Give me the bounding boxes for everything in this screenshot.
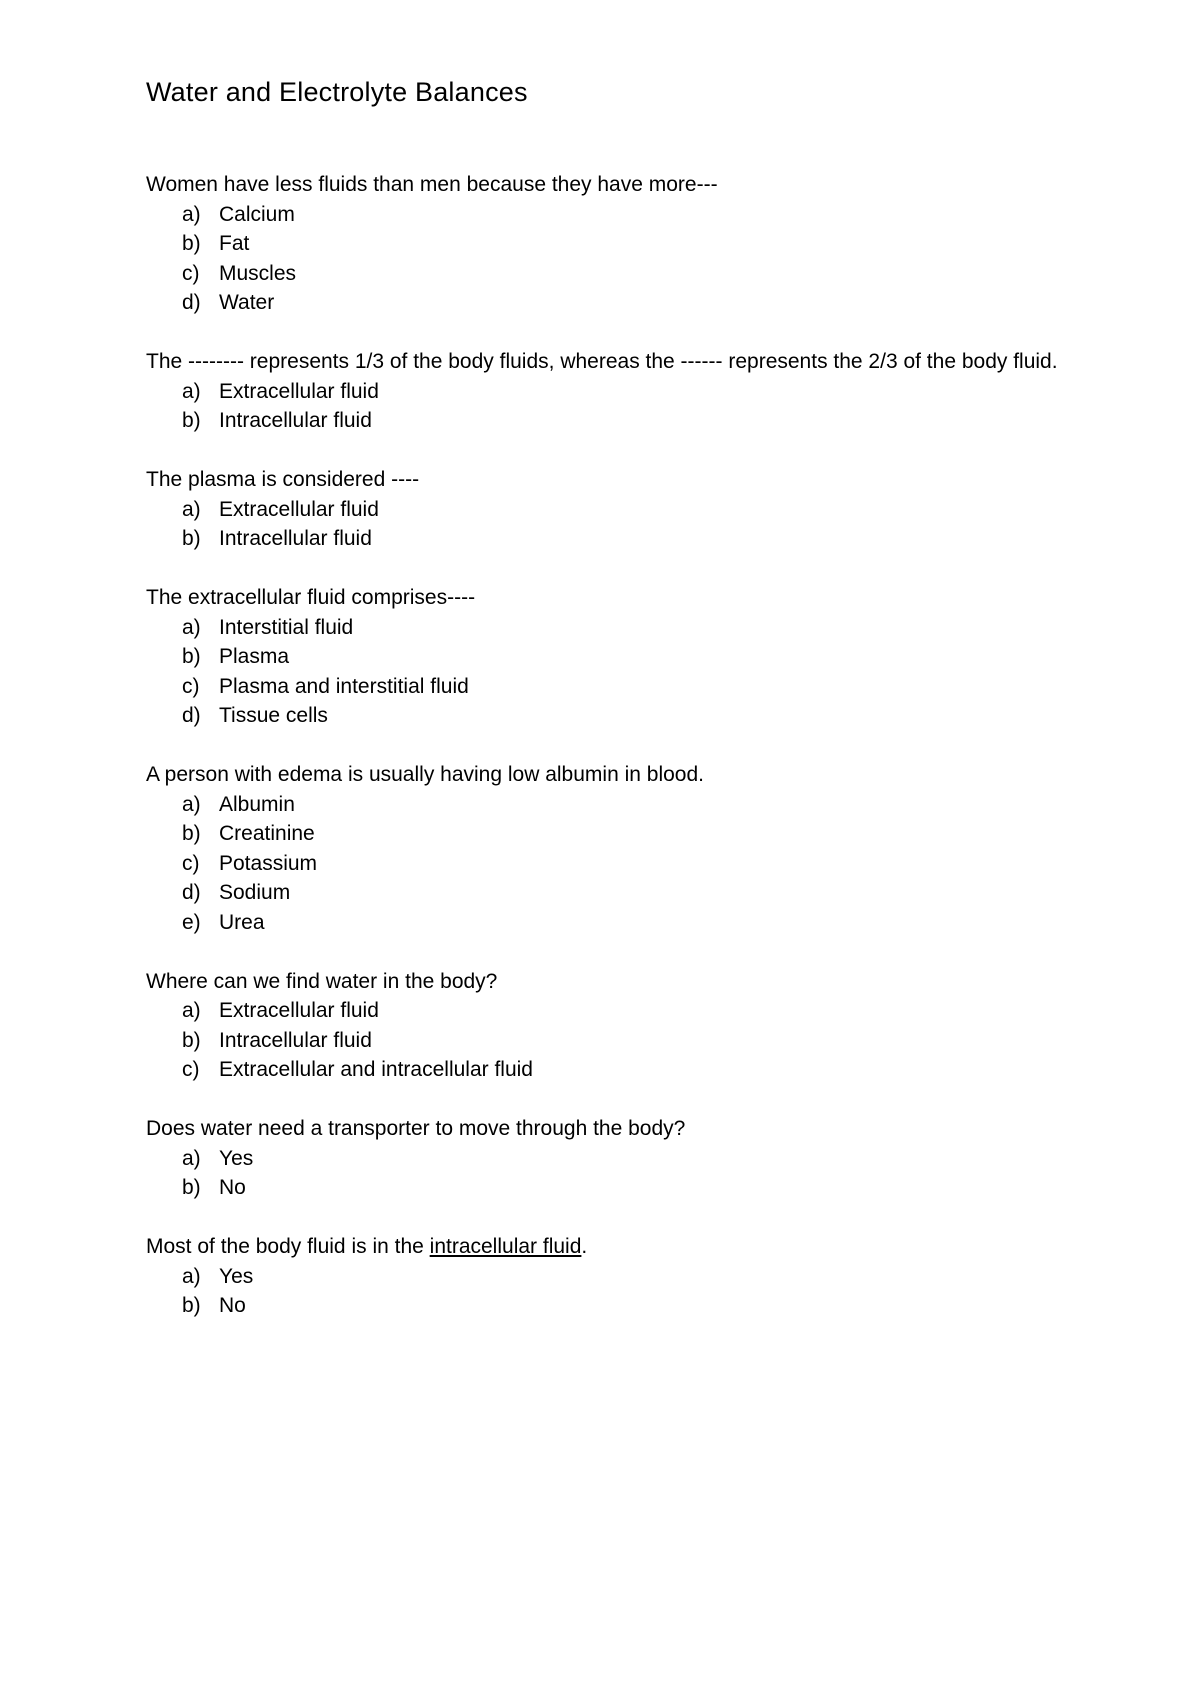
- option-item: [182, 1291, 1066, 1321]
- option-item: [182, 642, 1066, 672]
- option-letter: e): [182, 910, 201, 934]
- option-text: No: [219, 1176, 246, 1199]
- option-letter: b): [182, 1176, 201, 1199]
- option-item: [182, 259, 1066, 289]
- option-text: Extracellular fluid: [219, 999, 379, 1022]
- question-text-end: .: [581, 1235, 588, 1258]
- option-item: [182, 908, 1066, 938]
- option-text: Plasma: [219, 645, 290, 668]
- option-text: Intracellular fluid: [219, 527, 372, 550]
- option-text: Yes: [219, 1264, 254, 1288]
- option-letter: a): [182, 615, 201, 639]
- option-item: [182, 701, 1066, 731]
- question-text-start: Most of the body fluid is in the: [146, 1235, 430, 1258]
- option-letter: b): [182, 527, 201, 550]
- option-item: [182, 524, 1066, 554]
- option-list: [146, 996, 1066, 1085]
- option-item: [182, 996, 1066, 1026]
- option-text: Potassium: [219, 851, 318, 875]
- question-text: [146, 1232, 1066, 1262]
- option-text: Extracellular and intracellular fluid: [219, 1058, 533, 1081]
- option-item: [182, 790, 1066, 820]
- question-4: [146, 583, 1066, 731]
- option-text: Yes: [219, 1146, 254, 1170]
- option-item: [182, 377, 1066, 407]
- option-item: [182, 200, 1066, 230]
- question-2: [146, 347, 1066, 436]
- option-item: [182, 672, 1066, 702]
- option-text: Calcium: [219, 202, 295, 226]
- option-letter: c): [182, 674, 200, 698]
- option-letter: b): [182, 232, 201, 255]
- option-item: [182, 1144, 1066, 1174]
- option-letter: a): [182, 999, 201, 1022]
- option-text: Creatinine: [219, 822, 315, 845]
- option-text: Tissue cells: [219, 704, 328, 727]
- option-letter: c): [182, 851, 200, 875]
- option-text: Water: [219, 291, 275, 314]
- question-3: [146, 465, 1066, 554]
- option-text: Intracellular fluid: [219, 1028, 372, 1052]
- option-letter: a): [182, 379, 201, 403]
- question-text: Where can we find water in the body?: [146, 969, 498, 993]
- option-list: [146, 1262, 1066, 1321]
- option-text: Albumin: [219, 792, 295, 816]
- option-letter: a): [182, 1146, 201, 1170]
- option-text: Extracellular fluid: [219, 497, 379, 521]
- option-letter: a): [182, 497, 201, 521]
- underlined-term: intracellular fluid: [429, 1235, 582, 1258]
- option-item: [182, 1173, 1066, 1203]
- option-list: [146, 790, 1066, 938]
- document-page: [146, 70, 1066, 1350]
- question-6: [146, 967, 1066, 1085]
- option-text: Urea: [219, 910, 265, 934]
- option-letter: c): [182, 261, 200, 285]
- option-list: [146, 377, 1066, 436]
- option-letter: d): [182, 881, 201, 904]
- question-1: [146, 170, 1066, 318]
- option-text: Fat: [219, 232, 250, 255]
- option-letter: b): [182, 1028, 201, 1052]
- option-list: [146, 1144, 1066, 1203]
- option-letter: d): [182, 291, 201, 314]
- question-text: Women have less fluids than men because they have more---: [146, 173, 718, 196]
- document-title: Water and Electrolyte Balances: [146, 77, 528, 107]
- option-text: Muscles: [219, 261, 297, 285]
- option-text: Extracellular fluid: [219, 379, 379, 403]
- option-text: Sodium: [219, 881, 291, 904]
- option-letter: b): [182, 1294, 201, 1317]
- option-letter: b): [182, 645, 201, 668]
- question-8: [146, 1232, 1066, 1321]
- option-item: [182, 406, 1066, 436]
- option-item: [182, 495, 1066, 525]
- option-text: Intracellular fluid: [219, 409, 372, 432]
- option-item: [182, 288, 1066, 318]
- option-item: [182, 849, 1066, 879]
- option-letter: a): [182, 792, 201, 816]
- option-letter: d): [182, 704, 201, 727]
- option-text: Interstitial fluid: [219, 615, 354, 639]
- question-text: The plasma is considered ----: [146, 468, 420, 491]
- option-list: [146, 613, 1066, 731]
- option-list: [146, 495, 1066, 554]
- question-text: A person with edema is usually having low albumin in blood.: [146, 763, 704, 786]
- option-item: [182, 613, 1066, 643]
- option-item: [182, 878, 1066, 908]
- option-item: [182, 1026, 1066, 1056]
- question-5: [146, 760, 1066, 937]
- option-letter: b): [182, 822, 201, 845]
- question-text: The extracellular fluid comprises----: [146, 586, 476, 609]
- option-text: Plasma and interstitial fluid: [219, 674, 469, 698]
- question-text: The -------- represents 1/3 of the body fluids, whereas the ------ represents the 2/3 of the body fluid.: [146, 350, 1058, 373]
- option-letter: b): [182, 409, 201, 432]
- option-item: [182, 819, 1066, 849]
- option-list: [146, 200, 1066, 318]
- question-text: Does water need a transporter to move through the body?: [146, 1117, 686, 1140]
- option-letter: a): [182, 1264, 201, 1288]
- option-text: No: [219, 1294, 246, 1317]
- question-7: [146, 1114, 1066, 1203]
- option-letter: a): [182, 202, 201, 226]
- option-item: [182, 1055, 1066, 1085]
- option-item: [182, 1262, 1066, 1292]
- option-item: [182, 229, 1066, 259]
- option-letter: c): [182, 1058, 200, 1081]
